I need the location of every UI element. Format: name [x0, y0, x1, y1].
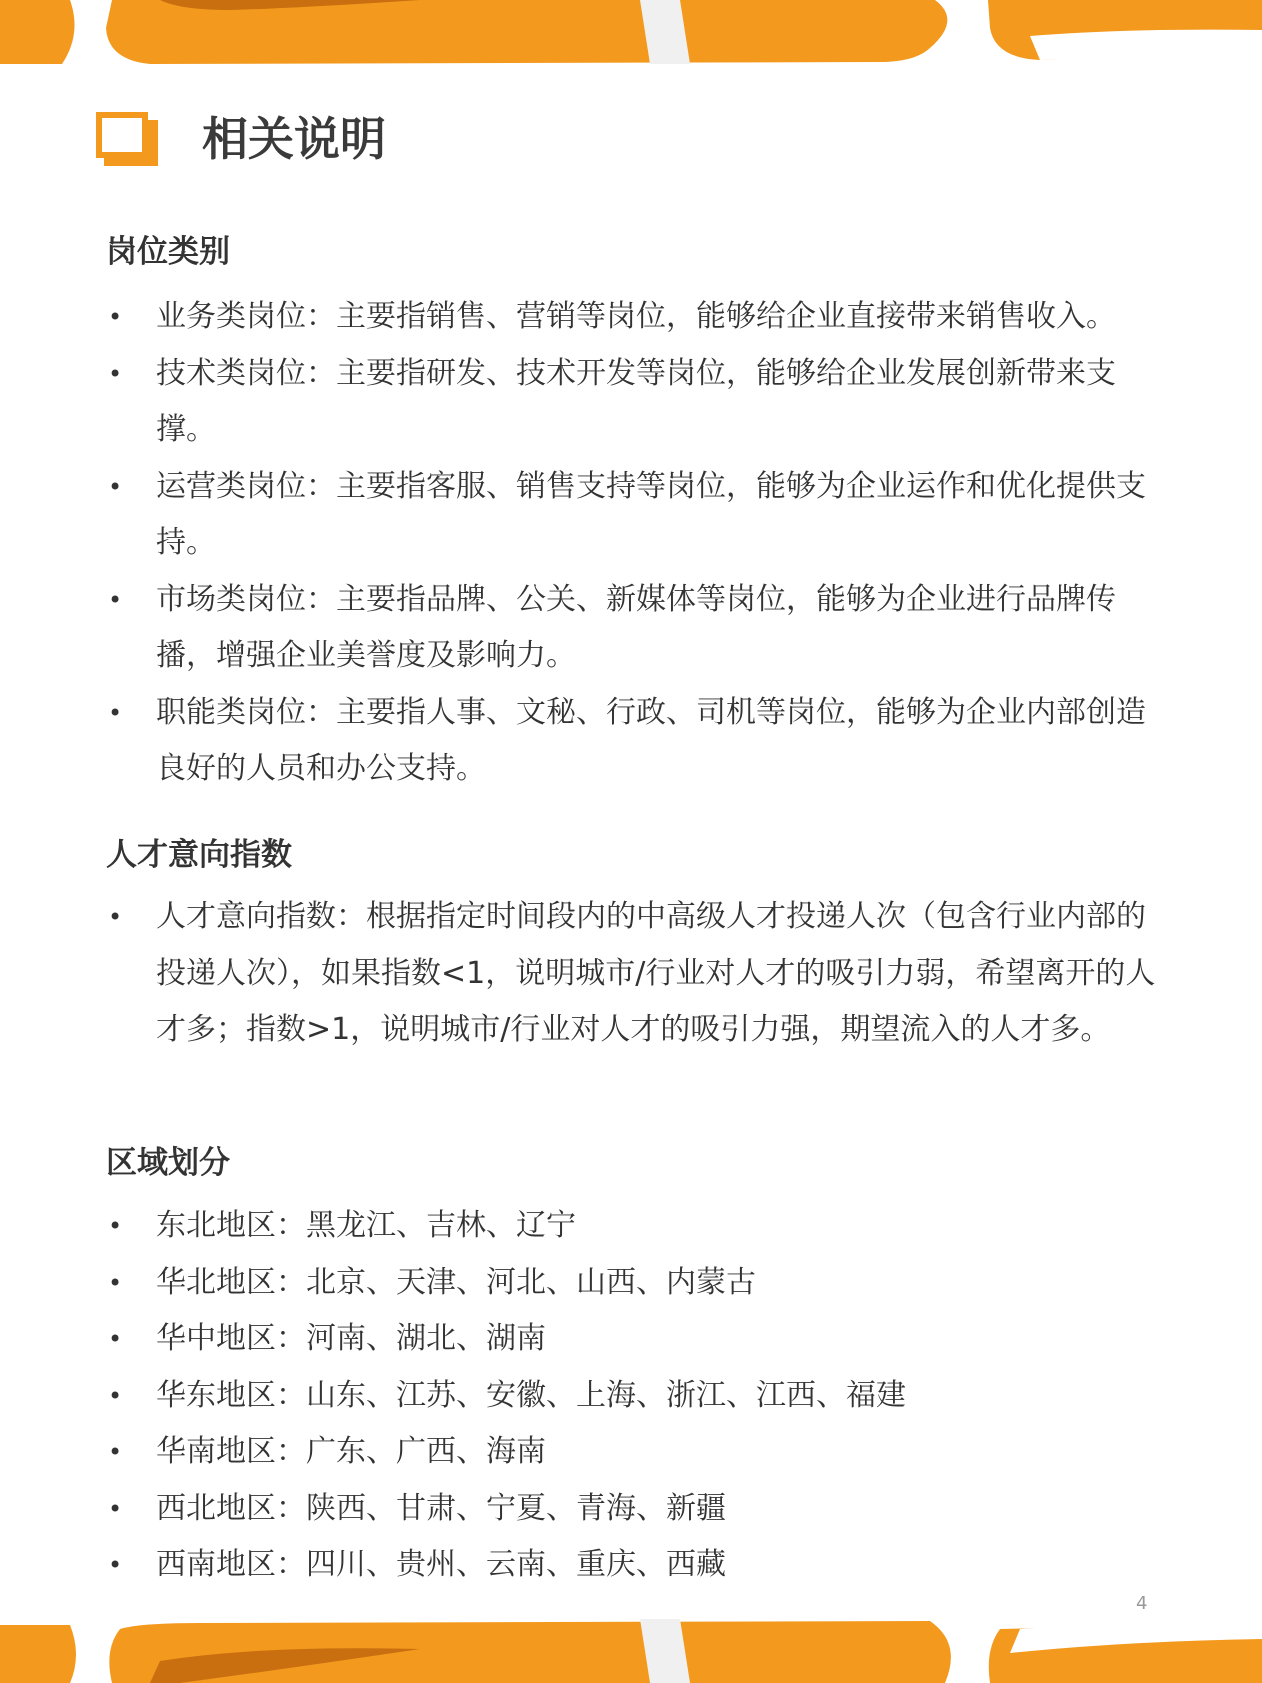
list-item: • 华中地区：河南、湖北、湖南: [106, 1311, 1166, 1368]
page-number: 4: [1136, 1593, 1148, 1614]
bullet-icon: •: [108, 585, 123, 614]
list-item: • 东北地区：黑龙江、吉林、辽宁: [106, 1198, 1166, 1255]
section-heading-talent-index: 人才意向指数: [106, 837, 292, 873]
bullet-icon: •: [108, 303, 123, 331]
footer-decoration: [0, 1619, 1262, 1683]
header-decoration: [0, 0, 1262, 64]
list-item: • 华北地区：北京、天津、河北、山西、内蒙古: [106, 1255, 1166, 1312]
bullet-icon: •: [108, 698, 123, 727]
list-item: • 人才意向指数：根据指定时间段内的中高级人才投递人次（包含行业内部的投递人次），如果指数<1，说明城市/行业对人才的吸引力弱，希望离开的人才多；指数>1，说明城市/行业对人才的吸引力强，期望流入的人才多。: [106, 889, 1166, 1059]
bullet-icon: •: [108, 1494, 123, 1523]
list-item: • 职能类岗位：主要指人事、文秘、行政、司机等岗位，能够为企业内部创造良好的人员和办公支持。: [106, 685, 1166, 798]
bullet-icon: •: [108, 472, 123, 501]
section-heading-job-categories: 岗位类别: [106, 234, 230, 270]
bullet-icon: •: [108, 1268, 123, 1297]
bullet-icon: •: [108, 903, 123, 931]
list-item: • 市场类岗位：主要指品牌、公关、新媒体等岗位，能够为企业进行品牌传播，增强企业美誉度及影响力。: [106, 572, 1166, 685]
footer-shapes: [0, 1619, 1262, 1683]
list-item: • 华南地区：广东、广西、海南: [106, 1424, 1166, 1481]
job-categories-list: [106, 289, 1166, 798]
section-heading-regions: 区域划分: [106, 1145, 230, 1181]
bullet-icon: •: [108, 1381, 123, 1410]
bullet-icon: •: [108, 1438, 123, 1466]
talent-index-list: [106, 889, 1166, 1059]
bullet-icon: •: [108, 359, 123, 388]
list-item: • 西北地区：陕西、甘肃、宁夏、青海、新疆: [106, 1481, 1166, 1538]
list-item: • 华东地区：山东、江苏、安徽、上海、浙江、江西、福建: [106, 1368, 1166, 1425]
list-item: • 技术类岗位：主要指研发、技术开发等岗位，能够给企业发展创新带来支撑。: [106, 346, 1166, 459]
regions-list: [106, 1198, 1166, 1594]
page-title: 相关说明: [202, 112, 386, 166]
header-shapes: [0, 0, 1262, 64]
bullet-icon: •: [108, 1212, 123, 1240]
square-bracket-icon: [96, 112, 158, 166]
list-item: • 运营类岗位：主要指客服、销售支持等岗位，能够为企业运作和优化提供支持。: [106, 459, 1166, 572]
bullet-icon: •: [108, 1551, 123, 1579]
list-item: • 西南地区：四川、贵州、云南、重庆、西藏: [106, 1537, 1166, 1594]
list-item: • 业务类岗位：主要指销售、营销等岗位，能够给企业直接带来销售收入。: [106, 289, 1166, 346]
bullet-icon: •: [108, 1325, 123, 1353]
